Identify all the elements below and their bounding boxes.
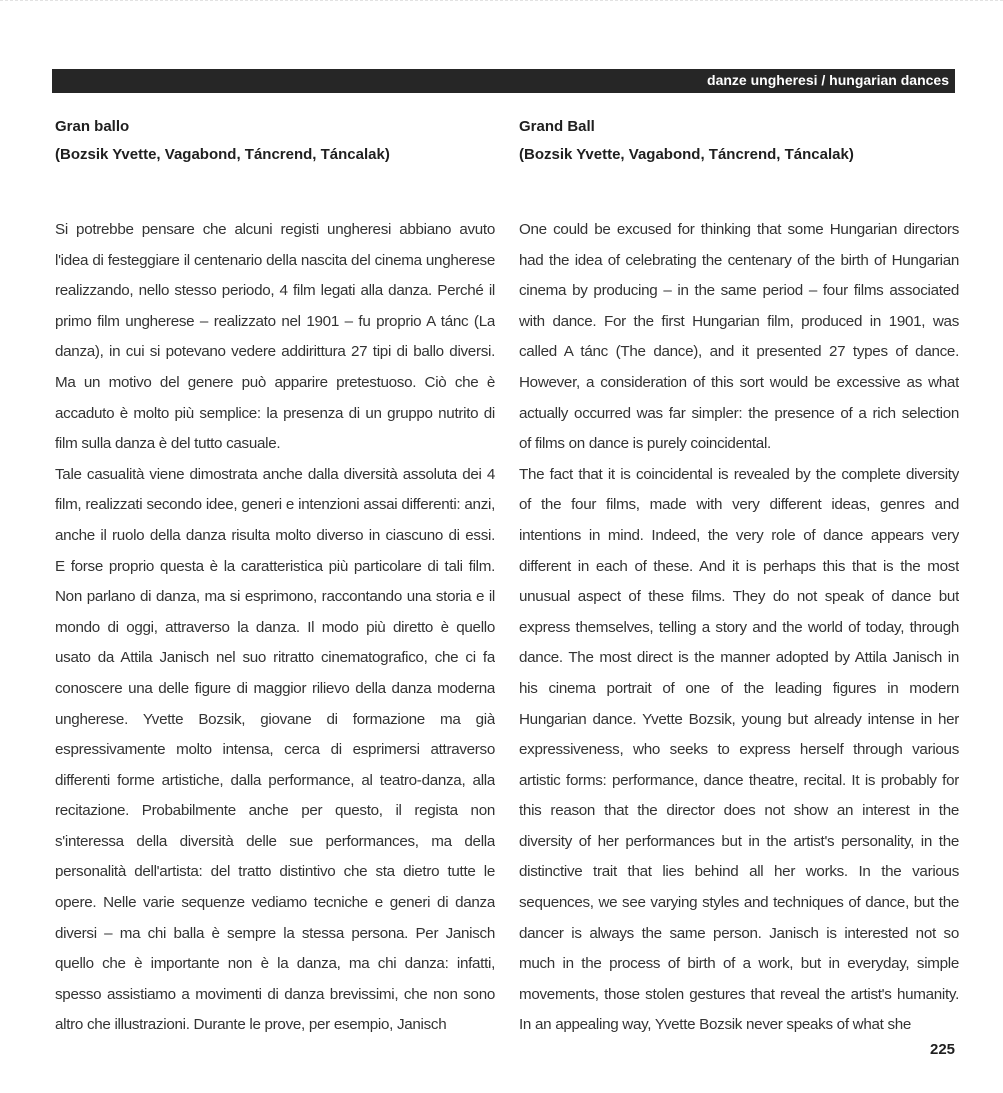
text-line: In an appealing way, Yvette Bozsik never speaks of what she <box>519 1016 912 1034</box>
text-line: intentions in mind. Indeed, the very role of dance appears very <box>519 526 959 544</box>
italian-subtitle: (Bozsik Yvette, Vagabond, Táncrend, Táncalak) <box>55 146 390 163</box>
text-line: s'interessa della diversità delle sue performances, ma della <box>55 832 495 850</box>
text-line: E forse proprio questa è la caratteristica più particolare di tali film. <box>55 557 495 575</box>
text-line: called A tánc (The dance), and it presented 27 types of dance. <box>519 343 959 361</box>
text-line: ungherese. Yvette Bozsik, giovane di formazione ma già <box>55 710 495 728</box>
text-line: espressivamente molto intensa, cerca di esprimersi attraverso <box>55 741 495 759</box>
text-line: film sulla danza è del tutto casuale. <box>55 435 281 453</box>
italian-column <box>55 117 495 1041</box>
text-line: recitazione. Probabilmente anche per questo, il regista non <box>55 802 495 820</box>
text-line: express themselves, telling a story and the world of today, through <box>519 618 959 636</box>
text-line: danza), in cui si potevano vedere addirittura 27 tipi di ballo diversi. <box>55 343 495 361</box>
text-line: unusual aspect of these films. They do not speak of dance but <box>519 588 959 606</box>
text-line: movements, those stolen gestures that reveal the artist's humanity. <box>519 985 959 1003</box>
text-line: realizzando, nello stesso periodo, 4 film legati alla danza. Perché il <box>55 282 495 300</box>
text-line: quello che è importante non è la danza, ma chi danza: infatti, <box>55 955 495 973</box>
text-line: accaduto è molto più semplice: la presenza di un gruppo nutrito di <box>55 404 495 422</box>
text-line: expressiveness, who seeks to express herself through various <box>519 741 959 759</box>
text-line: diversity of her performances but in the artist's personality, in the <box>519 832 959 850</box>
text-line: had the idea of celebrating the centenary of the birth of Hungarian <box>519 251 959 269</box>
english-column <box>519 117 959 1041</box>
text-line: of films on dance is purely coincidental. <box>519 435 771 453</box>
text-line: primo film ungherese – realizzato nel 1901 – fu proprio A tánc (La <box>55 312 495 330</box>
text-line: spesso assistiamo a movimenti di danza brevissimi, che non sono <box>55 985 495 1003</box>
text-line: actually occurred was far simpler: the presence of a rich selection <box>519 404 959 422</box>
english-subtitle: (Bozsik Yvette, Vagabond, Táncrend, Táncalak) <box>519 146 854 163</box>
text-line: Si potrebbe pensare che alcuni registi ungheresi abbiano avuto <box>55 221 495 238</box>
text-line: differenti forme artistiche, dalla performance, al teatro-danza, alla <box>55 771 495 789</box>
text-line: Tale casualità viene dimostrata anche dalla diversità assoluta dei 4 <box>55 465 495 483</box>
text-line: Hungarian dance. Yvette Bozsik, young but already intense in her <box>519 710 959 728</box>
text-line: artistic forms: performance, dance theatre, recital. It is probably for <box>519 771 959 789</box>
text-line: One could be excused for thinking that some Hungarian directors <box>519 221 959 238</box>
italian-body <box>55 215 495 1041</box>
text-line: l'idea di festeggiare il centenario della nascita del cinema ungherese <box>55 251 495 269</box>
text-line: sequences, we see varying styles and techniques of dance, but the <box>519 894 959 912</box>
text-line: mondo di oggi, attraverso la danza. Il modo più diretto è quello <box>55 618 495 636</box>
text-line: anche il ruolo della danza risulta molto diverso in ciascuno di essi. <box>55 526 495 544</box>
english-title: Grand Ball <box>519 118 595 135</box>
section-label: danze ungheresi / hungarian dances <box>707 72 949 88</box>
text-line: opere. Nelle varie sequenze vediamo tecniche e generi di danza <box>55 894 495 912</box>
text-line: cinema by producing – in the same period – four films associated <box>519 282 959 300</box>
text-line: usato da Attila Janisch nel suo ritratto cinematografico, che ci fa <box>55 649 495 667</box>
text-line: of the four films, made with very different ideas, genres and <box>519 496 959 514</box>
text-line: conoscere una delle figure di maggior rilievo della danza moderna <box>55 679 495 697</box>
text-line: Non parlano di danza, ma si esprimono, raccontando una storia e il <box>55 588 495 606</box>
text-line: different in each of these. And it is perhaps this that is the most <box>519 557 959 575</box>
text-line: this reason that the director does not show an interest in the <box>519 802 959 820</box>
top-page-edge <box>0 0 1003 9</box>
text-line: dancer is always the same person. Janisch is interested not so <box>519 924 959 942</box>
text-line: diversi – ma chi balla è sempre la stessa persona. Per Janisch <box>55 924 495 942</box>
text-line: The fact that it is coincidental is revealed by the complete diversity <box>519 465 959 483</box>
text-line: much in the process of birth of a work, but in everyday, simple <box>519 955 959 973</box>
text-line: his cinema portrait of one of the leading figures in modern <box>519 679 959 697</box>
text-line: distinctive trait that lies behind all her works. In the various <box>519 863 959 881</box>
english-body <box>519 215 959 1041</box>
text-line: personalità dell'artista: del tratto distintivo che sta dietro tutte le <box>55 863 495 881</box>
text-line: film, realizzati secondo idee, generi e intenzioni assai differenti: anzi, <box>55 496 495 514</box>
italian-title: Gran ballo <box>55 118 130 135</box>
page-number: 225 <box>930 1041 956 1058</box>
text-line: dance. The most direct is the manner adopted by Attila Janisch in <box>519 649 959 667</box>
text-line: altro che illustrazioni. Durante le prove, per esempio, Janisch <box>55 1016 447 1034</box>
section-header-bar <box>52 69 955 93</box>
text-line: However, a consideration of this sort would be excessive as what <box>519 373 959 391</box>
text-line: with dance. For the first Hungarian film, produced in 1901, was <box>519 312 959 330</box>
text-line: Ma un motivo del genere può apparire pretestuoso. Ciò che è <box>55 373 495 391</box>
